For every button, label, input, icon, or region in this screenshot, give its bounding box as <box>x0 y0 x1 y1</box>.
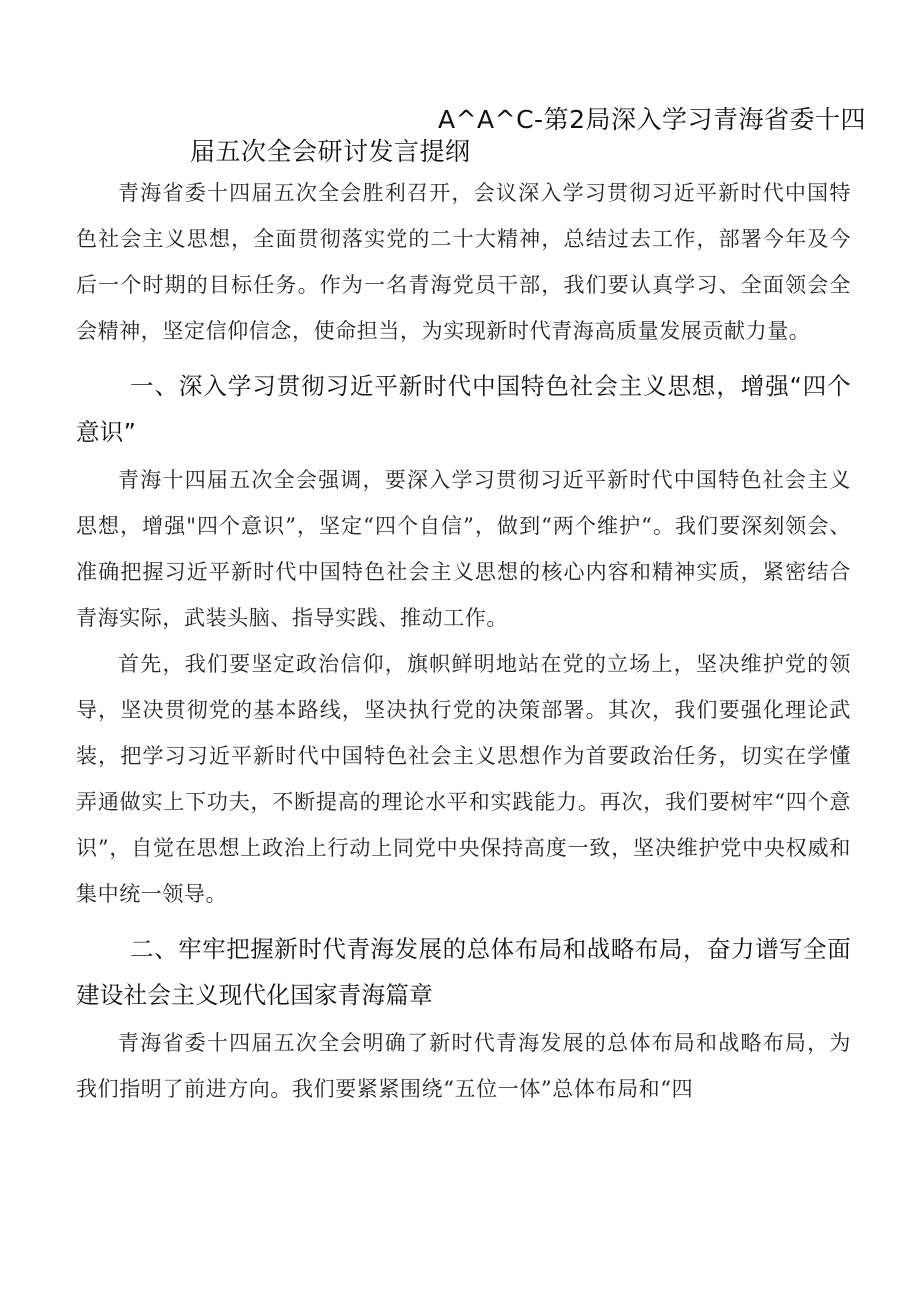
section-heading-2: 二、牢牢把握新时代青海发展的总体布局和战略布局，奋力谱写全面建设社会主义现代化国家青海篇章 <box>76 935 851 1009</box>
document-body <box>76 170 851 1112</box>
title-line-2: 届五次全会研讨发言提纲 <box>190 137 471 166</box>
document-title <box>180 104 870 168</box>
body-paragraph: 青海十四届五次全会强调，要深入学习贯彻习近平新时代中国特色社会主义思想，增强"四个意识”，坚定“四个自信”，做到“两个维护“。我们要深刻领会、准确把握习近平新时代中国特色社会主义思想的核心内容和精神实质，紧密结合青海实际，武装头脑、指导实践、推动工作。 <box>76 468 851 630</box>
title-line-1: A^A^C-第2局深入学习青海省委十四 <box>438 105 866 134</box>
body-paragraph: 首先，我们要坚定政治信仰，旗帜鲜明地站在党的立场上，坚决维护党的领导，坚决贯彻党的基本路线，坚决执行党的决策部署。其次，我们要强化理论武装，把学习习近平新时代中国特色社会主义思想作为首要政治任务，切实在学懂弄通做实上下功夫，不断提高的理论水平和实践能力。再次，我们要树牢“四个意识”，自觉在思想上政治上行动上同党中央保持高度一致，坚决维护党中央权威和集中统一领导。 <box>76 652 851 906</box>
section-heading-1: 一、深入学习贯彻习近平新时代中国特色社会主义思想，增强“四个意识” <box>76 372 851 446</box>
body-paragraph: 青海省委十四届五次全会明确了新时代青海发展的总体布局和战略布局，为我们指明了前进方向。我们要紧紧围绕“五位一体”总体布局和“四 <box>76 1031 851 1101</box>
intro-paragraph: 青海省委十四届五次全会胜利召开，会议深入学习贯彻习近平新时代中国特色社会主义思想，全面贯彻落实党的二十大精神，总结过去工作，部署今年及今后一个时期的目标任务。作为一名青海党员干部，我们要认真学习、全面领会全会精神，坚定信仰信念，使命担当，为实现新时代青海高质量发展贡献力量。 <box>76 181 851 343</box>
